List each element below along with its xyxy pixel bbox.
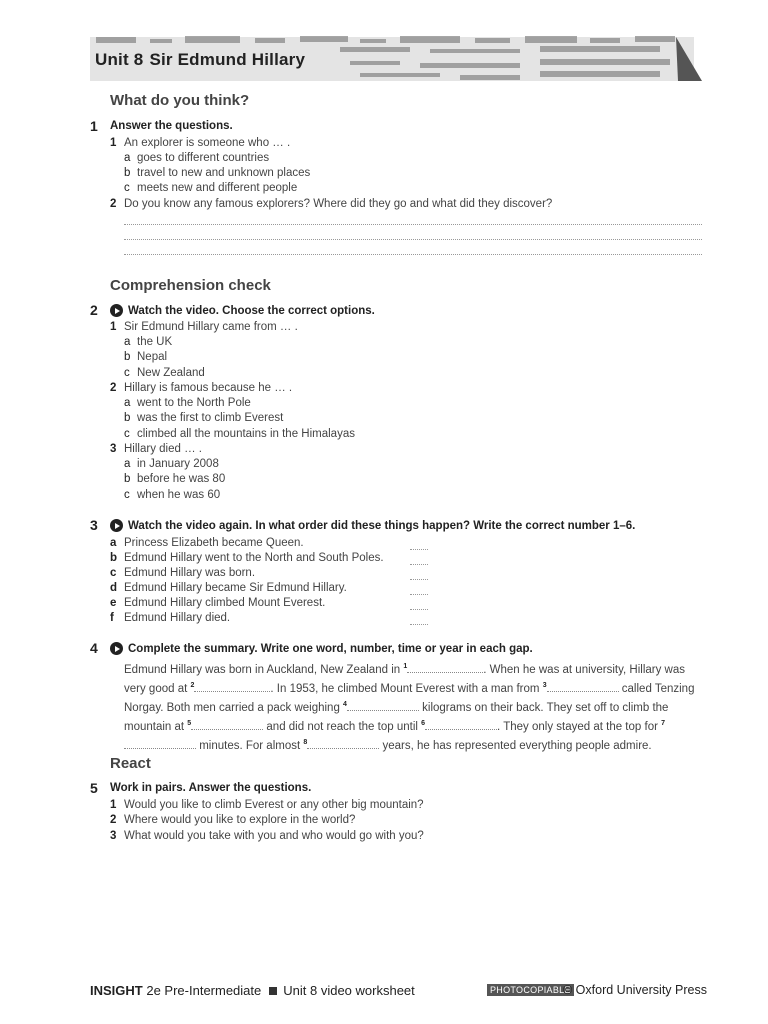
gap-number: 6 [421, 720, 426, 728]
order-answer-gap[interactable] [410, 594, 428, 595]
exercise-1-instruction [110, 120, 233, 132]
order-item [110, 537, 304, 549]
question [110, 830, 424, 842]
question-number: 1 [110, 321, 117, 333]
option-text: when he was 60 [137, 489, 221, 501]
option-text: before he was 80 [137, 473, 226, 485]
photocopiable-badge: PHOTOCOPIABLE [487, 984, 574, 996]
item-text: Edmund Hillary went to the North and South Poles. [124, 552, 384, 564]
gap-number: 8 [303, 739, 308, 747]
instruction-text: Work in pairs. Answer the questions. [110, 782, 312, 794]
option [124, 167, 310, 179]
question [110, 321, 298, 333]
instruction-text: Answer the questions. [110, 120, 233, 132]
option-letter: c [124, 367, 130, 379]
item-letter: f [110, 612, 114, 624]
exercise-3-instruction [110, 519, 635, 532]
option-text: travel to new and unknown places [137, 167, 311, 179]
video-play-icon [110, 304, 123, 317]
footer-credits [90, 983, 415, 998]
question [110, 814, 355, 826]
question-number: 2 [110, 382, 117, 394]
item-text: Princess Elizabeth became Queen. [124, 537, 304, 549]
summary-text: years, he has represented everything people admire. [379, 739, 652, 752]
summary-text: . In 1953, he climbed Mount Everest with a man from [270, 682, 543, 695]
item-text: Edmund Hillary was born. [124, 567, 256, 579]
summary-text: and did not reach the top until [263, 720, 422, 733]
answer-line[interactable] [124, 239, 702, 240]
question-text: An explorer is someone who … . [124, 137, 291, 149]
summary-gap[interactable] [124, 739, 196, 749]
exercise-number-5: 5 [90, 780, 98, 796]
order-item [110, 612, 230, 624]
exercise-5-instruction [110, 782, 311, 794]
gap-number: 2 [190, 682, 195, 690]
option[interactable] [124, 397, 251, 409]
order-item [110, 552, 384, 564]
summary-gap[interactable] [191, 720, 263, 730]
option-text: Nepal [137, 351, 168, 363]
option-text: was the first to climb Everest [137, 412, 284, 424]
option[interactable] [124, 412, 283, 424]
brand-name: INSIGHT [90, 983, 143, 998]
option-text: New Zealand [137, 367, 205, 379]
option[interactable] [124, 336, 172, 348]
option [124, 152, 269, 164]
order-answer-gap[interactable] [410, 579, 428, 580]
section-heading-react: React [110, 755, 151, 772]
item-text: Edmund Hillary became Sir Edmund Hillary. [124, 582, 347, 594]
summary-text: Edmund Hillary was born in Auckland, New Zealand in [124, 663, 404, 676]
option-text: climbed all the mountains in the Himalayas [137, 428, 355, 440]
publisher-credit: © Oxford University Press [563, 983, 707, 997]
exercise-number-2: 2 [90, 302, 98, 318]
summary-text: called Tenzing Norgay. Both men carried a pack weighing [124, 682, 695, 714]
order-item [110, 597, 325, 609]
option-letter: b [124, 473, 131, 485]
item-letter: b [110, 552, 118, 564]
option-text: goes to different countries [137, 152, 270, 164]
option-letter: c [124, 428, 130, 440]
exercise-number-1: 1 [90, 118, 98, 134]
option-text: in January 2008 [137, 458, 219, 470]
video-play-icon [110, 642, 123, 655]
option-letter: b [124, 412, 131, 424]
item-text: Edmund Hillary climbed Mount Everest. [124, 597, 326, 609]
option[interactable] [124, 367, 205, 379]
summary-gap[interactable] [547, 682, 619, 692]
worksheet-name: Unit 8 video worksheet [283, 983, 415, 998]
section-heading-comprehension: Comprehension check [110, 277, 271, 294]
order-answer-gap[interactable] [410, 609, 428, 610]
question-number: 2 [110, 814, 117, 826]
option-letter: c [124, 182, 130, 194]
question [110, 443, 202, 455]
item-letter: e [110, 597, 117, 609]
exercise-number-4: 4 [90, 640, 98, 656]
question [110, 799, 424, 811]
answer-line[interactable] [124, 224, 702, 225]
instruction-text: Watch the video again. In what order did these things happen? Write the correct number 1–6. [128, 519, 636, 532]
option-letter: a [124, 336, 131, 348]
option[interactable] [124, 458, 219, 470]
instruction-text: Complete the summary. Write one word, number, time or year in each gap. [128, 642, 533, 655]
unit-topic: Sir Edmund Hillary [149, 50, 306, 69]
option[interactable] [124, 489, 220, 501]
question-text: Sir Edmund Hillary came from … . [124, 321, 298, 333]
item-letter: c [110, 567, 117, 579]
order-answer-gap[interactable] [410, 564, 428, 565]
order-answer-gap[interactable] [410, 549, 428, 550]
exercise-2-instruction [110, 304, 375, 317]
course-level: 2e Pre-Intermediate [146, 983, 262, 998]
summary-text: minutes. For almost [196, 739, 304, 752]
question-text: Hillary is famous because he … . [124, 382, 293, 394]
option-text: meets new and different people [137, 182, 298, 194]
unit-number: Unit 8 [95, 50, 144, 69]
answer-line[interactable] [124, 254, 702, 255]
question-text: Where would you like to explore in the world? [124, 814, 356, 826]
summary-text: . They only stayed at the top for [497, 720, 662, 733]
gap-number: 4 [343, 701, 347, 709]
question [110, 382, 292, 394]
summary-gap[interactable] [307, 739, 379, 749]
summary-paragraph [124, 659, 709, 754]
question-text: Would you like to climb Everest or any other big mountain? [124, 799, 424, 811]
question [110, 198, 552, 210]
item-text: Edmund Hillary died. [124, 612, 231, 624]
option-letter: a [124, 152, 131, 164]
gap-number: 1 [403, 663, 408, 670]
gap-number: 5 [187, 720, 192, 728]
option-text: went to the North Pole [137, 397, 251, 409]
section-heading-think: What do you think? [110, 92, 250, 109]
question-number: 3 [110, 443, 117, 455]
gap-number: 7 [661, 720, 666, 728]
option[interactable] [124, 473, 225, 485]
item-letter: d [110, 582, 118, 594]
summary-gap[interactable] [194, 682, 270, 692]
question-number: 1 [110, 799, 117, 811]
instruction-text: Watch the video. Choose the correct options. [128, 304, 375, 317]
question-text: What would you take with you and who would go with you? [124, 830, 424, 842]
option-letter: b [124, 167, 131, 179]
order-item [110, 582, 347, 594]
summary-gap[interactable] [407, 663, 483, 673]
option [124, 182, 297, 194]
summary-gap[interactable] [425, 720, 497, 730]
question-number: 2 [110, 198, 117, 210]
order-answer-gap[interactable] [410, 624, 428, 625]
option[interactable] [124, 428, 355, 440]
question-text: Do you know any famous explorers? Where did they go and what did they discover? [124, 198, 553, 210]
option-letter: a [124, 458, 131, 470]
unit-title [95, 50, 305, 70]
video-play-icon [110, 519, 123, 532]
item-letter: a [110, 537, 117, 549]
square-bullet-icon [269, 987, 277, 995]
option-letter: b [124, 351, 131, 363]
exercise-number-3: 3 [90, 517, 98, 533]
exercise-4-instruction [110, 642, 533, 655]
question [110, 137, 290, 149]
question-text: Hillary died … . [124, 443, 202, 455]
option[interactable] [124, 351, 167, 363]
option-letter: a [124, 397, 131, 409]
gap-number: 3 [542, 682, 547, 690]
order-item [110, 567, 255, 579]
option-letter: c [124, 489, 130, 501]
summary-text: kilograms on their back. They set off to climb the mountain at [124, 701, 669, 733]
option-text: the UK [137, 336, 173, 348]
question-number: 3 [110, 830, 117, 842]
summary-gap[interactable] [347, 701, 419, 711]
question-number: 1 [110, 137, 117, 149]
summary-text: . When he was at university, Hillary was very good at [124, 663, 685, 695]
